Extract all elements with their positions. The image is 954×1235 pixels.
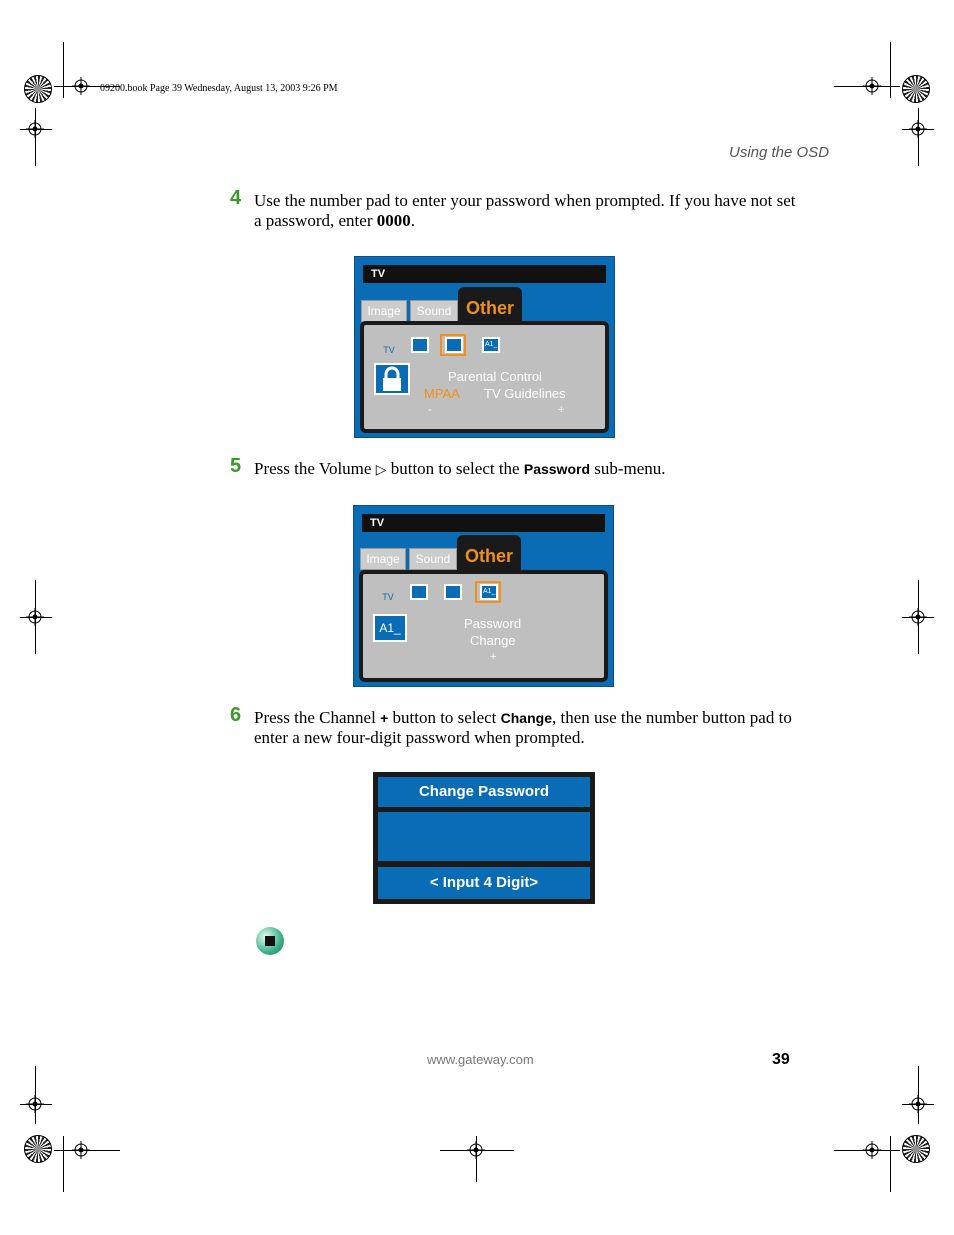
menu-heading: Password (464, 616, 522, 631)
section-title: Using the OSD (729, 144, 830, 161)
password-icon-label: A1_ (485, 341, 498, 348)
step-number: 4 (230, 187, 242, 209)
plus-indicator: + (558, 404, 565, 416)
registration-mark-icon (26, 120, 44, 138)
change-password-title: Change Password (378, 777, 590, 807)
password-icon[interactable] (482, 337, 500, 353)
color-wheel-icon (24, 75, 52, 103)
color-wheel-icon (24, 1135, 52, 1163)
step-text-part: Use the number pad to enter your password when prompted. If you have not set a password, enter (254, 191, 796, 230)
step-text-part: sub-menu. (590, 459, 666, 478)
menu-heading: Parental Control (448, 369, 542, 384)
osd-screenshot-parental-control (354, 256, 615, 438)
osd-panel (360, 321, 609, 433)
tab-image[interactable]: Image (361, 300, 407, 322)
tv-icon[interactable] (379, 584, 397, 600)
registration-mark-icon (26, 1095, 44, 1113)
password-submenu-label: Password (523, 461, 590, 477)
registration-mark-icon (72, 1141, 90, 1159)
osd-titlebar: TV (363, 265, 606, 283)
change-password-screen (373, 772, 595, 904)
tab-other[interactable]: Other (458, 287, 522, 323)
input-icon[interactable] (410, 584, 428, 600)
option-tv-guidelines[interactable]: TV Guidelines (484, 386, 566, 401)
registration-mark-icon (863, 1141, 881, 1159)
step-text (254, 459, 799, 479)
footer-url[interactable]: www.gateway.com (427, 1052, 534, 1067)
step-text (254, 708, 799, 748)
lock-icon[interactable] (445, 337, 463, 353)
registration-mark-icon (72, 77, 90, 95)
tv-icon[interactable] (380, 337, 398, 353)
registration-mark-icon (909, 608, 927, 626)
option-mpaa[interactable]: MPAA (424, 386, 460, 401)
step-text-part: button to select (388, 708, 501, 727)
parental-lock-icon (374, 363, 410, 395)
tab-other[interactable]: Other (457, 535, 521, 571)
osd-titlebar: TV (362, 514, 605, 532)
tab-image[interactable]: Image (360, 548, 406, 570)
channel-plus-symbol: + (380, 710, 389, 726)
password-big-icon (373, 614, 407, 642)
volume-right-icon: ▷ (375, 461, 387, 477)
tv-icon-label: TV (383, 345, 395, 355)
step-text-part: Press the Volume (254, 459, 376, 478)
registration-mark-icon (909, 1095, 927, 1113)
step-text-part: button to select the (386, 459, 524, 478)
plus-indicator: + (490, 651, 497, 663)
step-text (254, 191, 799, 231)
registration-mark-icon (467, 1141, 485, 1159)
password-icon-label: A1_ (483, 588, 496, 595)
minus-indicator: - (428, 404, 432, 416)
change-option-label: Change (500, 710, 552, 726)
password-big-icon-label: A1_ (379, 621, 401, 635)
password-icon[interactable] (480, 584, 498, 600)
color-wheel-icon (902, 75, 930, 103)
tab-sound[interactable]: Sound (409, 548, 457, 570)
color-wheel-icon (902, 1135, 930, 1163)
password-entry-area[interactable] (378, 812, 590, 861)
step-text-part: . (410, 211, 415, 230)
osd-screenshot-password (353, 505, 614, 687)
tv-icon-label: TV (382, 592, 394, 602)
input-icon[interactable] (411, 337, 429, 353)
step-text-part: Press the Channel (254, 708, 381, 727)
registration-mark-icon (26, 608, 44, 626)
lock-glyph-icon (376, 365, 408, 393)
step-number: 5 (230, 455, 242, 477)
page-number: 39 (772, 1051, 790, 1068)
osd-panel (359, 570, 608, 682)
print-header: 09200.book Page 39 Wednesday, August 13, 2003 9:26 PM (100, 83, 338, 94)
default-password: 0000 (376, 211, 411, 230)
registration-mark-icon (909, 120, 927, 138)
option-change[interactable]: Change (470, 633, 516, 648)
lock-icon[interactable] (444, 584, 462, 600)
stop-icon (256, 927, 284, 955)
registration-mark-icon (863, 77, 881, 95)
step-text-part: , then use the number button pad to enter a new four-digit password when prompted. (254, 708, 792, 747)
input-prompt: < Input 4 Digit> (378, 867, 590, 899)
step-number: 6 (230, 704, 242, 726)
tab-sound[interactable]: Sound (410, 300, 458, 322)
